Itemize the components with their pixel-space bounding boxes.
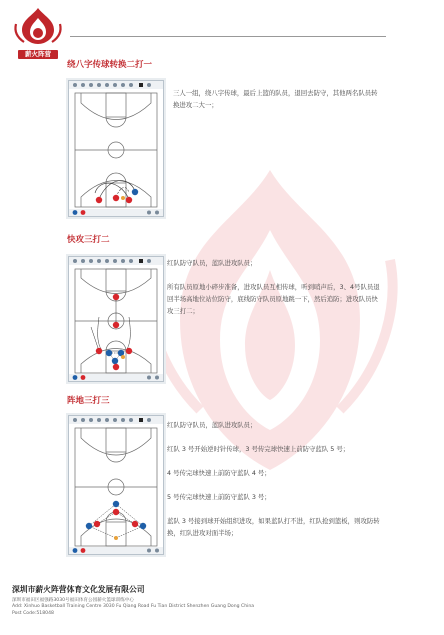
section-title-halfcourt: 阵地三打三 (67, 396, 110, 406)
footer-company: 深圳市薪火阵营体育文化发展有限公司 (12, 585, 145, 594)
footer-address-en: Add: Xinhuo Basketball Training Centre 3030 Fu Qiang Road Fu Tian District Shenzhen Guang Dong China (12, 604, 255, 609)
court-diagram-halfcourt (68, 415, 164, 555)
paragraph: 所有队员原地小碎步准备，进攻队员互相传球，听到哨声后，3、4号队员退回半场高地位站位防守，底线防守队员原地跳一下，然后追防；进攻队员快攻三打二； (167, 283, 380, 315)
paragraph: 红队防守队员，蓝队进攻队员； (167, 421, 257, 429)
brand-logo (12, 6, 64, 56)
section-title-figure8: 绕八字传球转换二打一 (67, 60, 153, 70)
flame-logo-icon (12, 6, 64, 46)
paragraph: 红队 3 号开始逆时针传球，3 号传完球快速上前防守蓝队 5 号； (167, 445, 350, 453)
paragraph: 三人一组，绕八字传球，最后上篮的队员，退回去防守，其他两名队员转换进攻二大一； (173, 89, 378, 109)
header-divider (70, 36, 386, 37)
paragraph: 5 号传完球快速上前防守蓝队 3 号； (167, 493, 271, 501)
logo-text: 薪火阵营 (18, 50, 58, 59)
section-desc-halfcourt (167, 419, 383, 551)
section-title-fastbreak: 快攻三打二 (67, 235, 110, 245)
paragraph: 红队防守队员，蓝队进攻队员； (167, 259, 257, 267)
court-diagram-figure8 (68, 80, 164, 217)
section-desc-fastbreak (167, 257, 383, 329)
footer-address-cn: 深圳市福田区福强路3030号福田体育公园薪火篮球训练中心 (12, 598, 134, 603)
court-diagram-fastbreak (68, 256, 164, 382)
section-desc-figure8 (173, 87, 383, 123)
paragraph: 4 号传完球快速上前防守蓝队 4 号； (167, 469, 271, 477)
footer-postcode: Post Code:518048 (12, 611, 54, 616)
paragraph: 蓝队 3 号接到球开始组织进攻，如果蓝队打不进，红队抢到篮板，则攻防转换，红队进攻对面半场； (167, 517, 380, 537)
